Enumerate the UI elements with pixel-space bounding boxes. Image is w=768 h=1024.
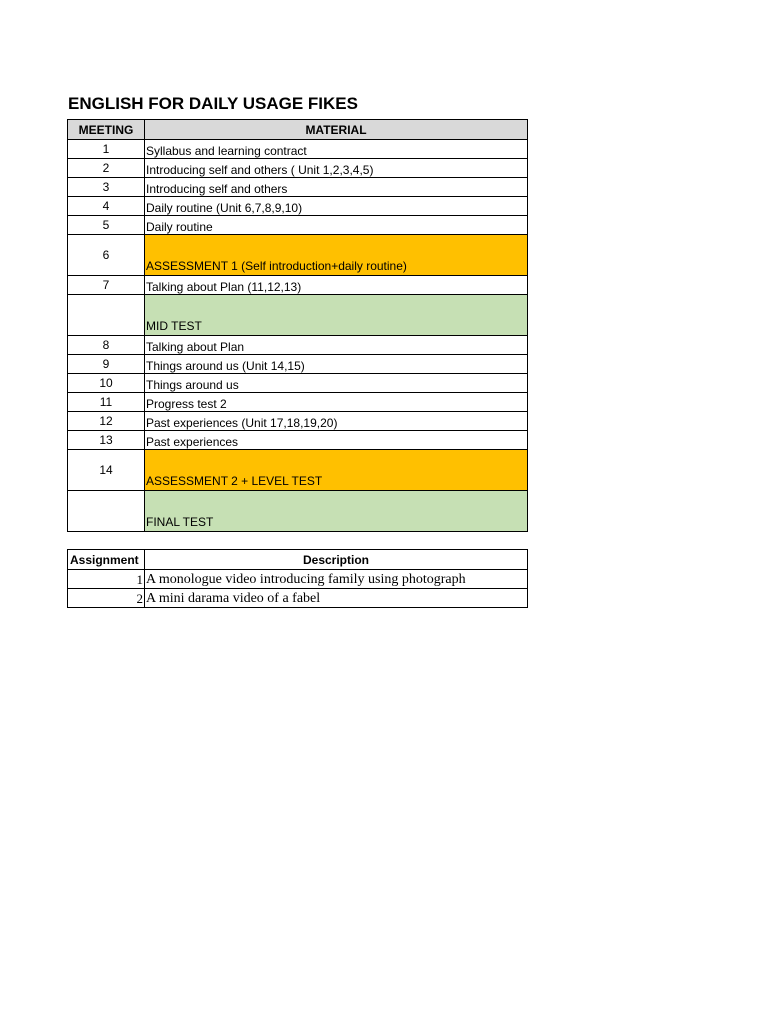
meeting-material: Syllabus and learning contract [145, 140, 528, 159]
meeting-column-header: MEETING [68, 120, 145, 140]
schedule-row [68, 159, 528, 178]
material-column-header: MATERIAL [145, 120, 528, 140]
assignment-header-row [68, 550, 528, 570]
schedule-header-row [68, 120, 528, 140]
meeting-material: MID TEST [145, 295, 528, 336]
schedule-row [68, 216, 528, 235]
meeting-number: 12 [68, 412, 145, 431]
meeting-number: 1 [68, 140, 145, 159]
schedule-row [68, 393, 528, 412]
meeting-number: 7 [68, 276, 145, 295]
schedule-row-assessment [68, 235, 528, 276]
meeting-number [68, 491, 145, 532]
schedule-row-assessment [68, 450, 528, 491]
meeting-material: Introducing self and others [145, 178, 528, 197]
assignment-row [68, 570, 528, 589]
meeting-material: Talking about Plan [145, 336, 528, 355]
meeting-number: 11 [68, 393, 145, 412]
meeting-number [68, 295, 145, 336]
assignment-number: 1 [68, 570, 145, 589]
schedule-row [68, 431, 528, 450]
schedule-table [67, 119, 528, 532]
assignment-number: 2 [68, 589, 145, 608]
page-title: ENGLISH FOR DAILY USAGE FIKES [68, 94, 358, 113]
meeting-material: ASSESSMENT 1 (Self introduction+daily routine) [145, 235, 528, 276]
meeting-number: 2 [68, 159, 145, 178]
meeting-number: 5 [68, 216, 145, 235]
schedule-row [68, 336, 528, 355]
assignment-table [67, 549, 528, 608]
schedule-row [68, 140, 528, 159]
assignment-row [68, 589, 528, 608]
schedule-row-exam [68, 295, 528, 336]
meeting-material: Past experiences (Unit 17,18,19,20) [145, 412, 528, 431]
meeting-material: Things around us [145, 374, 528, 393]
schedule-row [68, 178, 528, 197]
meeting-number: 9 [68, 355, 145, 374]
assignment-column-header: Assignment [68, 550, 145, 570]
assignment-description: A monologue video introducing family using photograph [145, 570, 528, 589]
meeting-material: Introducing self and others ( Unit 1,2,3,4,5) [145, 159, 528, 178]
schedule-row-exam [68, 491, 528, 532]
meeting-number: 6 [68, 235, 145, 276]
schedule-row [68, 412, 528, 431]
meeting-material: Progress test 2 [145, 393, 528, 412]
meeting-number: 13 [68, 431, 145, 450]
meeting-material: Daily routine [145, 216, 528, 235]
meeting-number: 14 [68, 450, 145, 491]
assignment-description: A mini darama video of a fabel [145, 589, 528, 608]
schedule-row [68, 197, 528, 216]
meeting-material: Things around us (Unit 14,15) [145, 355, 528, 374]
schedule-row [68, 374, 528, 393]
meeting-number: 8 [68, 336, 145, 355]
meeting-number: 10 [68, 374, 145, 393]
description-column-header: Description [145, 550, 528, 570]
meeting-number: 3 [68, 178, 145, 197]
meeting-material: FINAL TEST [145, 491, 528, 532]
schedule-row [68, 355, 528, 374]
meeting-material: Talking about Plan (11,12,13) [145, 276, 528, 295]
meeting-number: 4 [68, 197, 145, 216]
meeting-material: ASSESSMENT 2 + LEVEL TEST [145, 450, 528, 491]
meeting-material: Daily routine (Unit 6,7,8,9,10) [145, 197, 528, 216]
meeting-material: Past experiences [145, 431, 528, 450]
schedule-row [68, 276, 528, 295]
